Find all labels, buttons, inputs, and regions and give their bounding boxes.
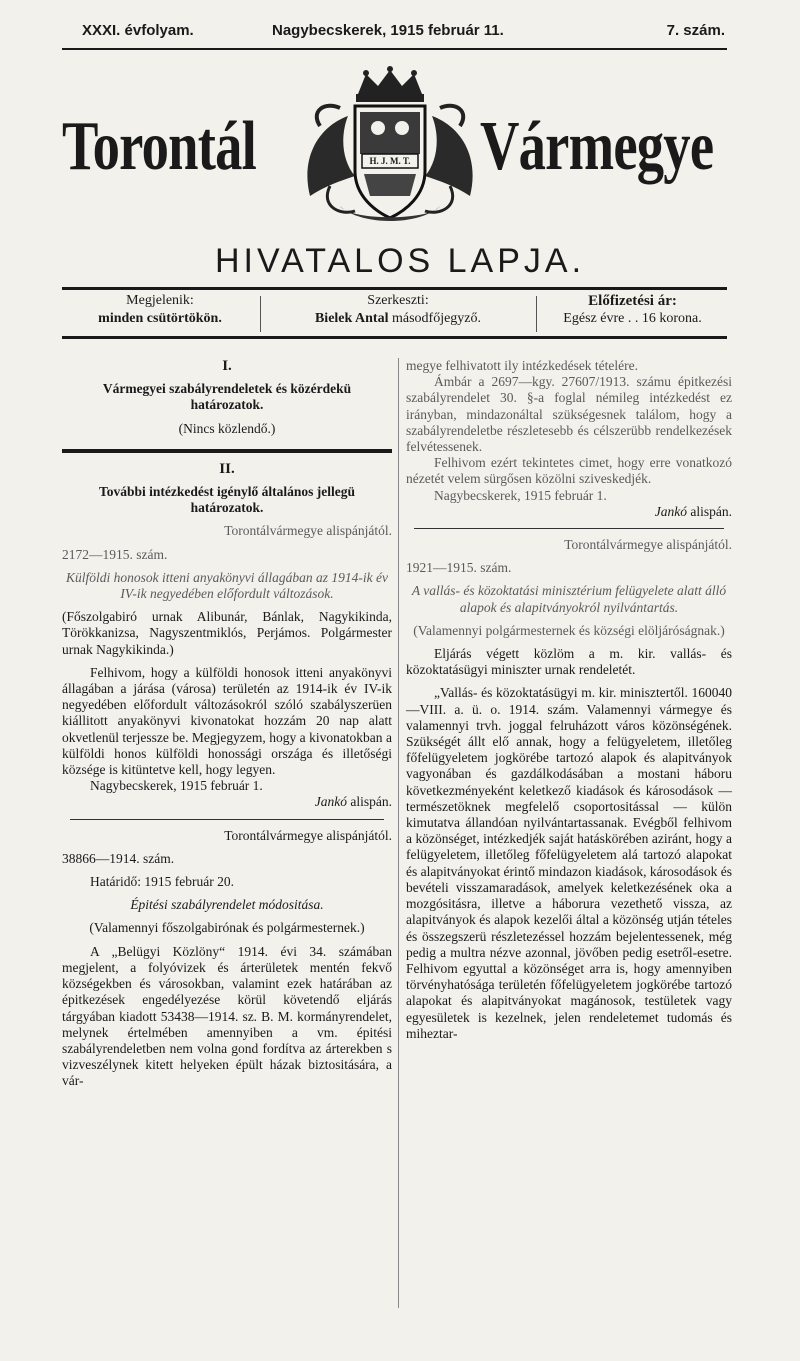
appears-label: Megjelenik: (126, 293, 194, 308)
coat-of-arms (300, 66, 480, 236)
info-rule-bottom (62, 336, 727, 339)
info-divider (260, 296, 261, 332)
article-3-subject: A vallás- és közoktatási minisztérium felügyelete alatt álló alapok és alapitványokról nyilvántartás. (411, 583, 727, 615)
appears-value: minden csütörtökön. (98, 311, 222, 326)
section-1-number: I. (222, 358, 232, 374)
article-1-body: Felhivom, hogy a külföldi honosok itteni anyakönyvi állagában a járása (városa) területén az 1914-ik év IV-ik negyedében előfordult változásokról szóló szabályszerüen kiállitott anyakönyvi kivonatokat hozzám 20 nap alatt okvetlenül terjessze be. Megjegyzem, hogy a kivonatokban a külföldi honos külföldi honossági országa és illetőségi községe is kitüntetve kell, hogy legyen. (62, 664, 392, 778)
section-2-number: II. (219, 460, 235, 477)
place-date: Nagybecskerek, 1915 február 11. (272, 22, 504, 39)
article-3-from: Torontálvármegye alispánjától. (564, 537, 732, 553)
volume-number: XXXI. évfolyam. (82, 22, 194, 39)
article-1-from: Torontálvármegye alispánjától. (224, 523, 392, 539)
info-subscription (538, 292, 727, 336)
continued-request: Felhivom ezért tekintetes cimet, hogy erre vonatkozó nézetét velem sürgősen közölni sziveskedjék. (406, 455, 732, 487)
left-column (62, 358, 392, 1090)
article-2-body: A „Belügyi Közlöny“ 1914. évi 34. számában megjelent, a folyóvizek és árterületek mentén fekvő községekben és városokban, valamint ezek határában az épitkezések engedélyezése körül követendő eljárás tárgyában kiadott 53438—1914. sz. B. M. kormányrendelet, melynek értelmében amennyiben a vm. épitési szabályrendeletben nem volna gond fordítva az árterekben s vizveszélynek kitett helyeken épült házak biztositására, a vár- (62, 943, 392, 1089)
info-editor (262, 292, 534, 336)
section-1-title: Vármegyei szabályrendeletek és közérdekü határozatok. (102, 381, 352, 413)
article-3-number: 1921—1915. szám. (406, 560, 512, 576)
article-1-date: Nagybecskerek, 1915 február 1. (90, 778, 263, 794)
subscription-value: Egész évre . . 16 korona. (563, 311, 702, 326)
info-divider (536, 296, 537, 332)
article-2-number: 38866—1914. szám. (62, 850, 175, 866)
coat-of-arms-icon (300, 66, 480, 236)
info-rule-top (62, 287, 727, 290)
issue-number: 7. szám. (666, 22, 725, 39)
article-divider (70, 819, 384, 820)
right-column (406, 358, 732, 1042)
editor-title: másodfőjegyző. (391, 311, 482, 326)
article-1-signature-title: alispán. (350, 794, 392, 810)
continued-signature-name: Jankó (654, 503, 687, 519)
masthead-title-left: Torontál (62, 108, 257, 185)
section-divider (62, 449, 392, 453)
header-rule (62, 48, 727, 50)
section-2-title: További intézkedést igénylő általános jellegü határozatok. (98, 484, 356, 516)
article-3-intro: Eljárás végett közlöm a m. kir. vallás- és közoktatásügyi miniszter urnak rendeletét. (406, 646, 732, 678)
column-divider (398, 358, 399, 1308)
article-1-subject: Külföldi honosok itteni anyakönyvi állagában az 1914-ik év IV-ik negyedében előfordult változások. (65, 569, 389, 602)
article-2-from: Torontálvármegye alispánjától. (224, 827, 392, 843)
article-divider (414, 528, 724, 529)
subscription-label: Előfizetési ár: (588, 293, 677, 309)
issue-header (62, 22, 725, 44)
section-1-note: (Nincs közlendő.) (178, 420, 276, 436)
editor-name: Bielek Antal (314, 311, 389, 326)
continued-body: Ámbár a 2697—kgy. 27607/1913. számu épitkezési szabályrendelet 30. §-a foglal némileg intézkedést ez irányban, mindazonáltal szükségesnek találom, hogy a szabályrendeletbe részletesebb és célszerübb rendelkezések felvétessenek. (406, 374, 732, 455)
article-3-addressee: (Valamennyi polgármesternek és községi elöljáróságnak.) (413, 622, 725, 638)
article-2-addressee: (Valamennyi főszolgabirónak és polgármesternek.) (89, 920, 365, 936)
article-2-deadline: Határidő: 1915 február 20. (90, 874, 234, 890)
continued-signature-title: alispán. (690, 503, 732, 519)
article-1-signature-name: Jankó (314, 794, 347, 810)
article-2-subject: Épitési szabályrendelet módositása. (130, 897, 324, 913)
continued-text: megye felhivatott ily intézkedések tételére. (406, 358, 639, 373)
crest-label: H. J. M. T. (369, 156, 411, 166)
masthead-title-right: Vármegye (480, 108, 714, 185)
info-appears (62, 292, 258, 336)
article-1-addressee: (Főszolgabiró urnak Alibunár, Bánlak, Nagykikinda, Törökkanizsa, Nagyszentmiklós, Perjámos. Polgármester urnak Nagykikinda.) (62, 609, 392, 657)
editor-label: Szerkeszti: (367, 293, 429, 308)
continued-date: Nagybecskerek, 1915 február 1. (434, 487, 607, 503)
article-3-body: „Vallás- és közoktatásügyi m. kir. minisztertől. 160040—VIII. a. ü. o. 1914. szám. Valamennyi vármegye és valamennyi trvh. joggal felruházott város közönségének. Szükségét állt elő annak, hogy a felügyeletem, illetőleg főfelügyeletem jogkörébe tartozó alapok és alapitványok vagyonában és gazdálkodásában a mostani háboru következményeként keletkező kiadások és károsodások — természetöknek megfelelő csoportositással — külön kimutatva állandóan nyilvántartassanak. Evégből felhivom a közönséget, intézkedjék saját hatáskörében aziránt, hogy a felügyeletem, illetőleg főfelügyeletem alá tartozó alapokat és alapitványokat érintő mindazon kiadások, károsodások és bevételi visszamaradások, amelyek keletkezésének oka a mozgósitásra, illetve a háborura vezethető vissza, az alapitványok és alapok kezelői által a közönség utján tételes és összegszerü részletezéssel hozzám bejelentessenek, még pedig a multra nézve azonnal, jövőben pedig esetről-esetre. Felhivom egyuttal a közönséget arra is, hogy amennyiben törvényhatósága területén főfelügyeletem jogkörébe tartozó alapokat és alapitványokat magánosok, testületek vagy egyesületek is kezelnek, jelen rendeletemet tudomás és miheztar- (406, 685, 732, 1041)
masthead-subtitle: HIVATALOS LAPJA. (214, 242, 586, 280)
article-1-number: 2172—1915. szám. (62, 546, 168, 562)
